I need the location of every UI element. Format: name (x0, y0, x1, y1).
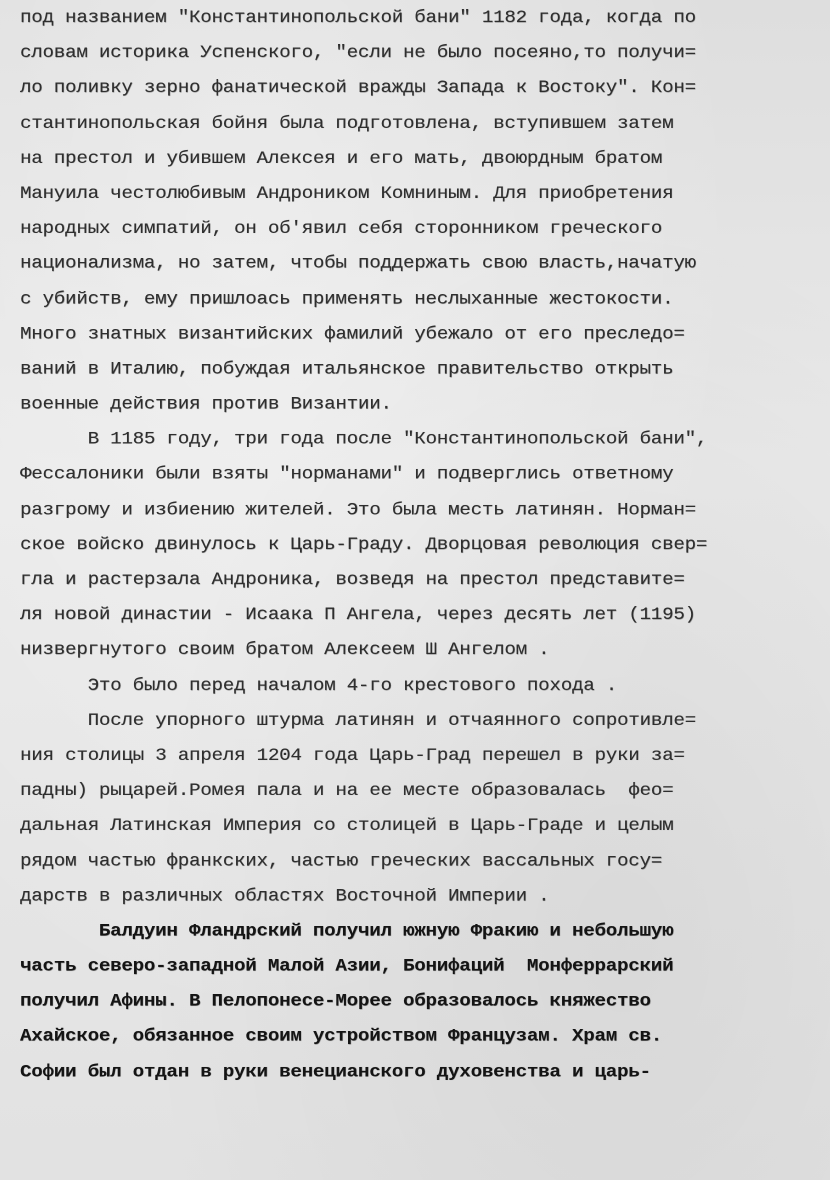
text-line: ля новой династии - Исаака П Ангела, через десять лет (1195) (20, 604, 696, 625)
text-line: гла и растерзала Андроника, возведя на престол представите= (20, 569, 685, 590)
text-line: ваний в Италию, побуждая итальянское правительство открыть (20, 358, 674, 379)
text-line: Ахайское, обязанное своим устройством Французам. Храм св. (20, 1026, 663, 1047)
text-line: падны) рыцарей.Ромея пала и на ее месте образовалась фео= (20, 780, 674, 801)
text-line: рядом частью франкских, частью греческих вассальных госу= (20, 850, 663, 871)
page-text (20, 0, 820, 1089)
text-line: с убийств, ему пришлоась применять неслыханные жестокости. (20, 288, 674, 309)
text-line: Много знатных византийских фамилий убежало от его преследо= (20, 323, 685, 344)
text-line: Балдуин Фландрский получил южную Фракию и небольшую (20, 920, 674, 942)
text-line: под названием "Константинопольской бани" 1182 года, когда по (20, 7, 696, 28)
text-line: стантинопольская бойня была подготовлена, вступившем затем (20, 112, 674, 133)
text-line: словам историка Успенского, "если не было посеяно,то получи= (20, 42, 696, 63)
text-line: часть северо-западной Малой Азии, Бонифаций Монферрарский (20, 955, 674, 977)
text-line: ло поливку зерно фанатической вражды Запада к Востоку". Кон= (20, 77, 696, 98)
text-line: После упорного штурма латинян и отчаянного сопротивле= (20, 710, 696, 731)
text-line: дарств в различных областях Восточной Империи . (20, 885, 550, 906)
text-line: В 1185 году, три года после "Константинопольской бани", (20, 428, 708, 450)
text-line: ния столицы 3 апреля 1204 года Царь-Град перешел в руки за= (20, 745, 685, 766)
text-line: Это было перед началом 4-го крестового похода . (20, 674, 618, 696)
text-line: получил Афины. В Пелопонесе-Морее образовалось княжество (20, 991, 651, 1012)
text-line: ское войско двинулось к Царь-Граду. Дворцовая революция свер= (20, 534, 708, 555)
text-line: военные действия против Византии. (20, 393, 392, 415)
text-line: Софии был отдан в руки венецианского духовенства и царь- (20, 1061, 651, 1082)
text-line: дальная Латинская Империя со столицей в Царь-Граде и целым (20, 815, 674, 836)
text-line: на престол и убившем Алексея и его мать, двоюрдным братом (20, 147, 663, 169)
text-line: национализма, но затем, чтобы поддержать свою власть,начатую (20, 253, 696, 274)
text-line: разгрому и избиению жителей. Это была месть латинян. Норман= (20, 499, 696, 520)
text-line: Фессалоники были взяты "норманами" и подверглись ответному (20, 464, 674, 485)
text-line: Мануила честолюбивым Андроником Комниным. Для приобретения (20, 183, 674, 204)
text-line: народных симпатий, он об'явил себя сторонником греческого (20, 218, 663, 239)
text-line: низвергнутого своим братом Алексеем Ш Ангелом . (20, 639, 550, 660)
